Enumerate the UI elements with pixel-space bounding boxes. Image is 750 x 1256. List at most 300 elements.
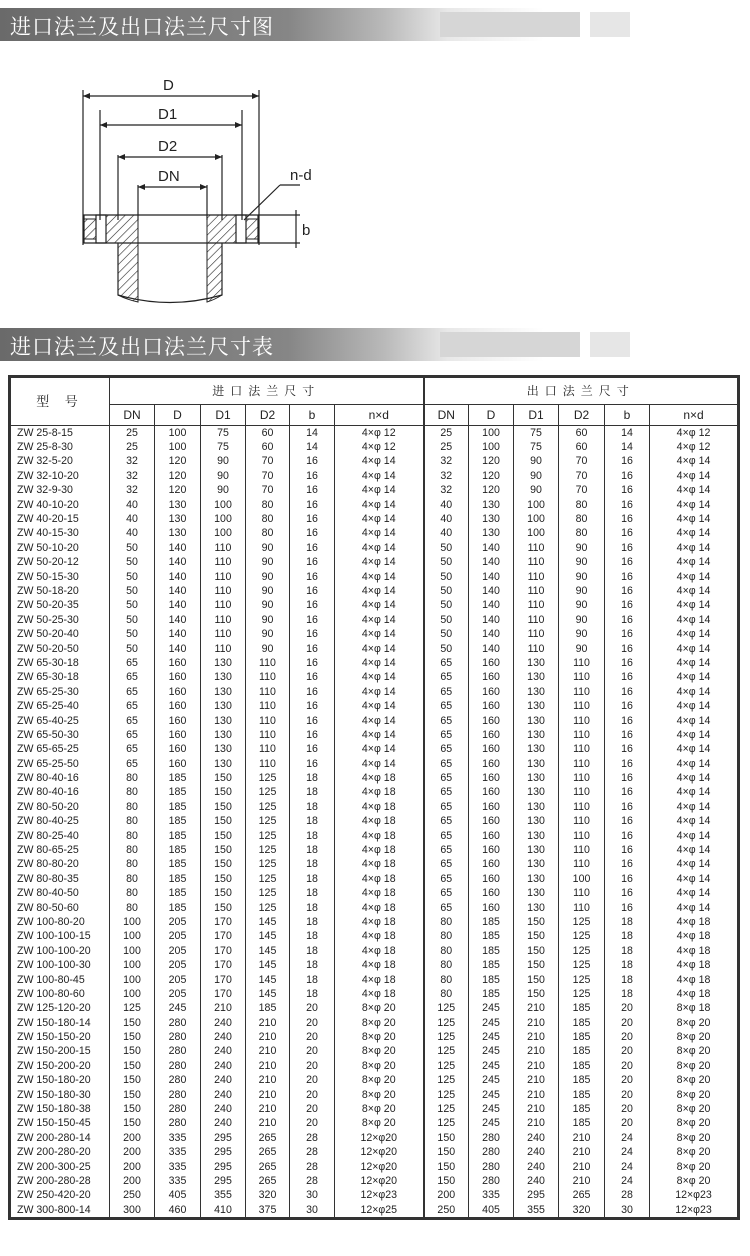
table-cell: 65 <box>110 743 155 757</box>
table-cell: 65 <box>424 771 469 785</box>
table-cell: 210 <box>514 1045 559 1059</box>
table-cell: 150 <box>514 930 559 944</box>
table-cell: 240 <box>201 1030 246 1044</box>
table-cell: 150 <box>424 1160 469 1174</box>
table-cell: 4×φ 14 <box>335 584 424 598</box>
table-cell: 110 <box>246 728 290 742</box>
table-cell: 125 <box>246 771 290 785</box>
table-cell: 210 <box>246 1102 290 1116</box>
table-cell: 210 <box>246 1045 290 1059</box>
model-cell: ZW 100-80-60 <box>11 987 110 1001</box>
table-cell: 16 <box>605 613 650 627</box>
table-cell: 65 <box>110 656 155 670</box>
table-cell: 280 <box>469 1160 514 1174</box>
table-cell: 16 <box>605 743 650 757</box>
table-cell: 185 <box>155 872 201 886</box>
table-cell: 4×φ 18 <box>335 958 424 972</box>
table-cell: 16 <box>605 685 650 699</box>
table-row <box>11 1174 738 1188</box>
table-cell: 80 <box>110 843 155 857</box>
table-cell: 80 <box>110 800 155 814</box>
table-cell: 185 <box>559 1088 605 1102</box>
table-cell: 18 <box>290 973 335 987</box>
label-n-d: n-d <box>290 167 312 184</box>
table-cell: 16 <box>605 872 650 886</box>
table-cell: 160 <box>469 685 514 699</box>
table-cell: 4×φ 14 <box>335 757 424 771</box>
table-cell: 16 <box>605 815 650 829</box>
table-row <box>11 556 738 570</box>
table-cell: 125 <box>424 1088 469 1102</box>
table-cell: 280 <box>155 1030 201 1044</box>
table-cell: 16 <box>605 527 650 541</box>
table-cell: 4×φ 14 <box>650 757 738 771</box>
table-cell: 4×φ 14 <box>335 599 424 613</box>
table-cell: 4×φ 18 <box>335 800 424 814</box>
table-cell: 160 <box>469 671 514 685</box>
table-cell: 240 <box>201 1059 246 1073</box>
table-cell: 140 <box>469 541 514 555</box>
table-cell: 120 <box>469 484 514 498</box>
model-cell: ZW 250-420-20 <box>11 1189 110 1203</box>
table-cell: 65 <box>110 728 155 742</box>
table-cell: 4×φ 14 <box>650 699 738 713</box>
table-cell: 150 <box>201 872 246 886</box>
table-cell: 160 <box>155 743 201 757</box>
model-cell: ZW 200-280-14 <box>11 1131 110 1145</box>
table-cell: 60 <box>246 440 290 454</box>
table-cell: 160 <box>469 901 514 915</box>
table-cell: 4×φ 14 <box>650 858 738 872</box>
table-cell: 16 <box>605 599 650 613</box>
table-cell: 160 <box>469 858 514 872</box>
table-cell: 185 <box>559 1102 605 1116</box>
table-cell: 140 <box>155 541 201 555</box>
table-cell: 185 <box>469 930 514 944</box>
table-cell: 65 <box>424 815 469 829</box>
table-cell: 8×φ 20 <box>650 1088 738 1102</box>
table-cell: 8×φ 20 <box>650 1030 738 1044</box>
table-cell: 16 <box>605 671 650 685</box>
table-cell: 14 <box>605 440 650 454</box>
table-cell: 8×φ 20 <box>650 1074 738 1088</box>
table-cell: 25 <box>110 440 155 454</box>
table-cell: 70 <box>246 484 290 498</box>
table-cell: 4×φ 14 <box>650 743 738 757</box>
table-cell: 130 <box>514 743 559 757</box>
table-cell: 295 <box>201 1174 246 1188</box>
table-cell: 80 <box>424 973 469 987</box>
table-cell: 18 <box>290 800 335 814</box>
table-cell: 160 <box>469 699 514 713</box>
table-cell: 16 <box>290 743 335 757</box>
table-cell: 4×φ 18 <box>650 930 738 944</box>
table-cell: 110 <box>559 656 605 670</box>
table-cell: 4×φ 14 <box>335 455 424 469</box>
table-cell: 16 <box>605 843 650 857</box>
model-cell: ZW 100-80-20 <box>11 915 110 929</box>
table-cell: 4×φ 14 <box>335 527 424 541</box>
table-cell: 4×φ 14 <box>650 786 738 800</box>
table-cell: 210 <box>559 1146 605 1160</box>
table-cell: 245 <box>469 1102 514 1116</box>
table-cell: 245 <box>469 1002 514 1016</box>
table-cell: 150 <box>424 1146 469 1160</box>
table-row <box>11 570 738 584</box>
table-cell: 4×φ 14 <box>335 714 424 728</box>
table-cell: 125 <box>424 1016 469 1030</box>
table-cell: 4×φ 14 <box>650 714 738 728</box>
table-cell: 110 <box>514 541 559 555</box>
model-cell: ZW 40-20-15 <box>11 512 110 526</box>
table-cell: 8×φ 20 <box>650 1059 738 1073</box>
table-cell: 16 <box>605 570 650 584</box>
table-cell: 145 <box>246 944 290 958</box>
table-cell: 210 <box>514 1059 559 1073</box>
label-D: D <box>163 77 174 94</box>
table-cell: 80 <box>110 887 155 901</box>
table-row <box>11 656 738 670</box>
table-cell: 150 <box>514 958 559 972</box>
table-cell: 185 <box>559 1002 605 1016</box>
table-cell: 130 <box>514 858 559 872</box>
table-cell: 150 <box>110 1088 155 1102</box>
table-cell: 16 <box>605 627 650 641</box>
table-cell: 4×φ 14 <box>335 613 424 627</box>
table-cell: 16 <box>605 800 650 814</box>
table-cell: 20 <box>605 1030 650 1044</box>
table-cell: 4×φ 18 <box>335 771 424 785</box>
table-cell: 80 <box>424 987 469 1001</box>
table-cell: 28 <box>290 1160 335 1174</box>
table-cell: 125 <box>559 958 605 972</box>
table-cell: 4×φ 14 <box>650 584 738 598</box>
column-header: D1 <box>514 405 559 426</box>
table-cell: 20 <box>605 1102 650 1116</box>
table-cell: 240 <box>201 1102 246 1116</box>
table-cell: 60 <box>559 426 605 441</box>
table-cell: 16 <box>290 656 335 670</box>
table-row <box>11 642 738 656</box>
table-cell: 18 <box>290 987 335 1001</box>
table-cell: 200 <box>110 1160 155 1174</box>
table-cell: 130 <box>514 901 559 915</box>
table-cell: 210 <box>246 1059 290 1073</box>
table-cell: 185 <box>469 973 514 987</box>
table-cell: 130 <box>155 512 201 526</box>
table-cell: 110 <box>514 570 559 584</box>
table-cell: 210 <box>246 1088 290 1102</box>
table-cell: 20 <box>605 1016 650 1030</box>
table-cell: 210 <box>514 1002 559 1016</box>
label-D1: D1 <box>158 106 178 123</box>
table-cell: 200 <box>110 1146 155 1160</box>
model-cell: ZW 50-10-20 <box>11 541 110 555</box>
model-cell: ZW 65-65-25 <box>11 743 110 757</box>
table-cell: 4×φ 14 <box>335 743 424 757</box>
model-cell: ZW 80-50-60 <box>11 901 110 915</box>
table-cell: 90 <box>559 642 605 656</box>
table-cell: 110 <box>246 656 290 670</box>
model-cell: ZW 50-20-35 <box>11 599 110 613</box>
table-cell: 12×φ23 <box>650 1189 738 1203</box>
table-cell: 20 <box>605 1074 650 1088</box>
model-cell: ZW 100-100-30 <box>11 958 110 972</box>
model-cell: ZW 80-50-20 <box>11 800 110 814</box>
table-row <box>11 699 738 713</box>
table-cell: 120 <box>469 469 514 483</box>
table-cell: 4×φ 14 <box>650 829 738 843</box>
table-cell: 30 <box>605 1203 650 1218</box>
table-cell: 16 <box>605 714 650 728</box>
table-cell: 50 <box>424 556 469 570</box>
table-cell: 205 <box>155 973 201 987</box>
table-cell: 210 <box>246 1074 290 1088</box>
table-cell: 14 <box>605 426 650 441</box>
table-cell: 4×φ 18 <box>335 944 424 958</box>
table-cell: 245 <box>469 1117 514 1131</box>
table-row <box>11 613 738 627</box>
table-row <box>11 872 738 886</box>
table-cell: 32 <box>424 484 469 498</box>
header-decor-block <box>590 12 630 37</box>
table-row <box>11 815 738 829</box>
table-cell: 250 <box>110 1189 155 1203</box>
table-cell: 160 <box>469 843 514 857</box>
table-cell: 185 <box>155 815 201 829</box>
table-cell: 210 <box>559 1131 605 1145</box>
table-row <box>11 627 738 641</box>
table-cell: 75 <box>201 440 246 454</box>
table-row <box>11 1074 738 1088</box>
table-row <box>11 915 738 929</box>
table-cell: 70 <box>559 469 605 483</box>
header-outlet-flange: 出口法兰尺寸 <box>424 378 738 405</box>
table-cell: 140 <box>469 642 514 656</box>
table-cell: 110 <box>514 627 559 641</box>
table-cell: 12×φ20 <box>335 1146 424 1160</box>
table-row <box>11 1030 738 1044</box>
table-cell: 240 <box>201 1088 246 1102</box>
table-row <box>11 1016 738 1030</box>
table-cell: 185 <box>155 800 201 814</box>
table-row <box>11 1088 738 1102</box>
table-cell: 160 <box>469 872 514 886</box>
table-cell: 140 <box>155 556 201 570</box>
table-cell: 140 <box>155 613 201 627</box>
table-cell: 12×φ20 <box>335 1160 424 1174</box>
table-cell: 4×φ 12 <box>335 426 424 441</box>
table-cell: 140 <box>155 570 201 584</box>
column-header: D <box>155 405 201 426</box>
table-cell: 40 <box>424 498 469 512</box>
table-cell: 110 <box>514 556 559 570</box>
table-cell: 150 <box>201 786 246 800</box>
table-cell: 80 <box>246 498 290 512</box>
table-cell: 28 <box>290 1131 335 1145</box>
table-cell: 210 <box>514 1088 559 1102</box>
table-cell: 24 <box>605 1131 650 1145</box>
table-cell: 110 <box>559 815 605 829</box>
table-cell: 100 <box>514 498 559 512</box>
table-cell: 185 <box>469 987 514 1001</box>
table-cell: 8×φ 20 <box>335 1030 424 1044</box>
table-cell: 280 <box>155 1074 201 1088</box>
table-cell: 8×φ 20 <box>650 1102 738 1116</box>
table-cell: 130 <box>201 685 246 699</box>
table-cell: 160 <box>155 671 201 685</box>
table-cell: 100 <box>469 426 514 441</box>
table-cell: 65 <box>424 901 469 915</box>
table-cell: 8×φ 20 <box>335 1059 424 1073</box>
table-row <box>11 671 738 685</box>
table-cell: 90 <box>246 570 290 584</box>
table-cell: 12×φ23 <box>335 1189 424 1203</box>
table-cell: 65 <box>424 887 469 901</box>
table-cell: 240 <box>514 1174 559 1188</box>
table-cell: 50 <box>110 570 155 584</box>
table-cell: 50 <box>110 584 155 598</box>
table-cell: 18 <box>290 843 335 857</box>
model-cell: ZW 50-20-40 <box>11 627 110 641</box>
table-cell: 150 <box>424 1174 469 1188</box>
table-cell: 150 <box>110 1102 155 1116</box>
table-cell: 210 <box>514 1016 559 1030</box>
table-cell: 8×φ 20 <box>335 1002 424 1016</box>
model-cell: ZW 50-20-50 <box>11 642 110 656</box>
table-cell: 4×φ 18 <box>335 987 424 1001</box>
table-row <box>11 930 738 944</box>
table-cell: 50 <box>424 541 469 555</box>
table-cell: 16 <box>605 484 650 498</box>
table-cell: 18 <box>290 771 335 785</box>
table-cell: 320 <box>559 1203 605 1218</box>
model-cell: ZW 150-180-38 <box>11 1102 110 1116</box>
table-cell: 145 <box>246 987 290 1001</box>
table-cell: 8×φ 20 <box>335 1088 424 1102</box>
table-cell: 160 <box>469 771 514 785</box>
table-cell: 90 <box>559 584 605 598</box>
section-header-drawing <box>0 8 640 41</box>
table-cell: 8×φ 20 <box>650 1160 738 1174</box>
table-cell: 140 <box>469 627 514 641</box>
table-cell: 16 <box>290 714 335 728</box>
table-cell: 185 <box>155 887 201 901</box>
table-row <box>11 584 738 598</box>
model-cell: ZW 25-8-30 <box>11 440 110 454</box>
table-cell: 100 <box>110 915 155 929</box>
table-cell: 30 <box>290 1189 335 1203</box>
model-cell: ZW 125-120-20 <box>11 1002 110 1016</box>
table-cell: 160 <box>469 815 514 829</box>
table-cell: 20 <box>290 1059 335 1073</box>
table-cell: 410 <box>201 1203 246 1218</box>
table-cell: 160 <box>155 757 201 771</box>
table-cell: 150 <box>201 771 246 785</box>
table-cell: 295 <box>201 1146 246 1160</box>
label-D2: D2 <box>158 138 178 155</box>
table-cell: 18 <box>605 973 650 987</box>
table-cell: 210 <box>514 1117 559 1131</box>
table-row <box>11 599 738 613</box>
table-cell: 150 <box>424 1131 469 1145</box>
table-cell: 125 <box>246 829 290 843</box>
table-cell: 40 <box>110 527 155 541</box>
table-cell: 12×φ23 <box>650 1203 738 1218</box>
table-cell: 265 <box>559 1189 605 1203</box>
table-cell: 150 <box>110 1016 155 1030</box>
table-cell: 4×φ 12 <box>650 440 738 454</box>
table-cell: 4×φ 14 <box>335 570 424 584</box>
table-cell: 120 <box>155 484 201 498</box>
table-cell: 110 <box>559 858 605 872</box>
table-cell: 18 <box>290 887 335 901</box>
table-cell: 150 <box>201 815 246 829</box>
table-cell: 75 <box>201 426 246 441</box>
table-cell: 12×φ25 <box>335 1203 424 1218</box>
table-cell: 170 <box>201 930 246 944</box>
section-title-table: 进口法兰及出口法兰尺寸表 <box>10 335 274 359</box>
table-cell: 4×φ 18 <box>335 887 424 901</box>
table-cell: 170 <box>201 915 246 929</box>
table-cell: 4×φ 14 <box>335 484 424 498</box>
table-cell: 185 <box>155 829 201 843</box>
table-cell: 110 <box>559 671 605 685</box>
model-cell: ZW 32-10-20 <box>11 469 110 483</box>
table-cell: 110 <box>559 786 605 800</box>
table-cell: 90 <box>514 455 559 469</box>
table-cell: 4×φ 14 <box>650 455 738 469</box>
table-cell: 8×φ 20 <box>335 1102 424 1116</box>
table-row <box>11 527 738 541</box>
table-cell: 16 <box>605 901 650 915</box>
table-row <box>11 1045 738 1059</box>
table-cell: 210 <box>246 1117 290 1131</box>
table-cell: 16 <box>290 613 335 627</box>
table-cell: 110 <box>246 757 290 771</box>
table-cell: 185 <box>559 1045 605 1059</box>
table-cell: 210 <box>246 1030 290 1044</box>
table-cell: 170 <box>201 944 246 958</box>
table-cell: 8×φ 20 <box>650 1117 738 1131</box>
table-row <box>11 786 738 800</box>
table-row <box>11 944 738 958</box>
table-cell: 110 <box>559 800 605 814</box>
model-cell: ZW 40-10-20 <box>11 498 110 512</box>
table-cell: 110 <box>201 570 246 584</box>
column-header: D1 <box>201 405 246 426</box>
table-cell: 4×φ 14 <box>335 556 424 570</box>
table-row <box>11 958 738 972</box>
header-decor-block <box>440 12 580 37</box>
table-cell: 4×φ 14 <box>650 556 738 570</box>
table-cell: 20 <box>290 1074 335 1088</box>
table-cell: 4×φ 18 <box>335 872 424 886</box>
table-row <box>11 1203 738 1218</box>
table-cell: 150 <box>201 901 246 915</box>
table-cell: 240 <box>201 1016 246 1030</box>
table-cell: 70 <box>246 455 290 469</box>
table-cell: 4×φ 14 <box>650 800 738 814</box>
table-cell: 110 <box>559 685 605 699</box>
model-cell: ZW 100-100-20 <box>11 944 110 958</box>
table-cell: 4×φ 14 <box>335 498 424 512</box>
table-cell: 160 <box>469 656 514 670</box>
column-header: DN <box>424 405 469 426</box>
table-cell: 210 <box>559 1160 605 1174</box>
table-cell: 280 <box>155 1102 201 1116</box>
table-row <box>11 1146 738 1160</box>
